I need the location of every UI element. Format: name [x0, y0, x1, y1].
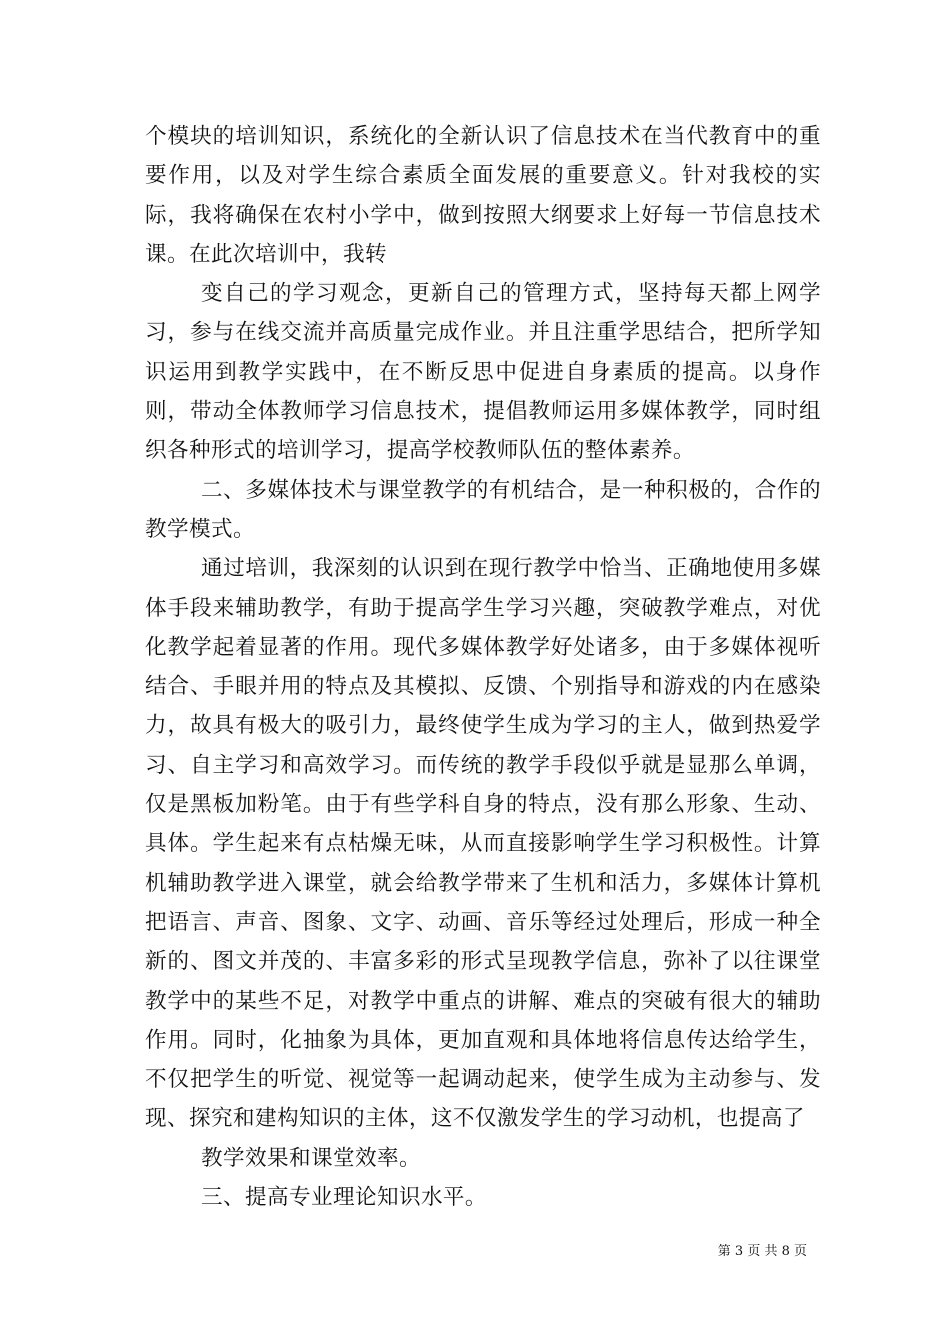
page-number-footer: 第 3 页 共 8 页 [717, 1244, 807, 1259]
document-body [145, 117, 821, 1217]
paragraph-continuation-module-training: 个模块的培训知识，系统化的全新认识了信息技术在当代教育中的重要作用，以及对学生综合素质全面发展的重要意义。针对我校的实际，我将确保在农村小学中，做到按照大纲要求上好每一节信息技术课。在此次培训中，我转 [145, 124, 821, 267]
section-heading-theory-knowledge: 三、提高专业理论知识水平。 [201, 1185, 487, 1211]
paragraph-teaching-effect: 教学效果和课堂效率。 [201, 1145, 421, 1171]
paragraph-multimedia-benefits: 通过培训，我深刻的认识到在现行教学中恰当、正确地使用多媒体手段来辅助教学，有助于提高学生学习兴趣，突破教学难点，对优化教学起着显著的作用。现代多媒体教学好处诸多，由于多媒体视听结合、手眼并用的特点及其模拟、反馈、个别指导和游戏的内在感染力，故具有极大的吸引力，最终使学生成为学习的主人，做到热爱学习、自主学习和高效学习。而传统的教学手段似乎就是显那么单调，仅是黑板加粉笔。由于有些学科自身的特点，没有那么形象、生动、具体。学生起来有点枯燥无味，从而直接影响学生学习积极性。计算机辅助教学进入课堂，就会给教学带来了生机和活力，多媒体计算机把语言、声音、图象、文字、动画、音乐等经过处理后，形成一种全新的、图文并茂的、丰富多彩的形式呈现教学信息，弥补了以往课堂教学中的某些不足，对教学中重点的讲解、难点的突破有很大的辅助作用。同时，化抽象为具体，更加直观和具体地将信息传达给学生，不仅把学生的听觉、视觉等一起调动起来，使学生成为主动参与、发现、探究和建构知识的主体，这不仅激发学生的学习动机，也提高了 [145, 556, 821, 1132]
section-heading-multimedia: 二、多媒体技术与课堂教学的有机结合，是一种积极的，合作的教学模式。 [145, 477, 821, 542]
paragraph-learning-concept: 变自己的学习观念，更新自己的管理方式，坚持每天都上网学习，参与在线交流并高质量完成作业。并且注重学思结合，把所学知识运用到教学实践中，在不断反思中促进自身素质的提高。以身作则，带动全体教师学习信息技术，提倡教师运用多媒体教学，同时组织各种形式的培训学习，提高学校教师队伍的整体素养。 [145, 281, 821, 464]
